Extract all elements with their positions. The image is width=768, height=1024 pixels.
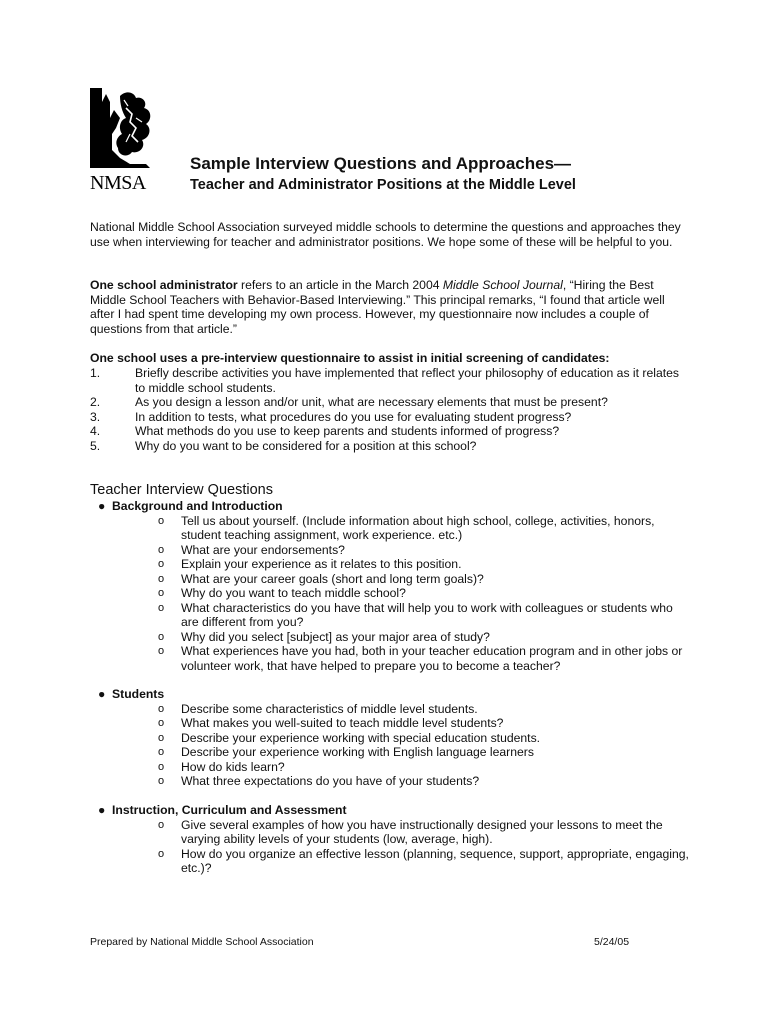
question-text: How do you organize an effective lesson (planning, sequence, support, appropriate, engaging, etc.)? bbox=[181, 846, 689, 875]
group-heading bbox=[90, 687, 690, 702]
question-text: Why did you select [subject] as your major area of study? bbox=[181, 629, 490, 644]
question-text: How do kids learn? bbox=[181, 759, 285, 774]
tree-icon bbox=[90, 88, 162, 172]
footer-date: 5/24/05 bbox=[594, 936, 630, 948]
admin-text-1: refers to an article in the March 2004 bbox=[237, 278, 443, 292]
circle-bullet-icon: o bbox=[158, 630, 165, 643]
question-text: Give several examples of how you have instructionally designed your lessons to meet the varying ability levels of your students (low, average, high). bbox=[181, 817, 663, 846]
list-item bbox=[90, 847, 690, 876]
question-list bbox=[90, 702, 690, 789]
question-text: Explain your experience as it relates to this position. bbox=[181, 557, 462, 571]
circle-bullet-icon: o bbox=[158, 572, 165, 585]
question-group-background bbox=[90, 499, 690, 673]
list-item bbox=[90, 716, 690, 731]
question-text: What are your career goals (short and long term goals)? bbox=[181, 571, 484, 586]
list-item bbox=[90, 366, 690, 395]
page-subtitle: Teacher and Administrator Positions at the Middle Level bbox=[190, 177, 576, 193]
admin-text-2: , “Hiring the Best Middle School Teachers with Behavior-Based Interviewing.” This principal remarks, “I found that article well after I had spent time developing my own process. However, my questionnaire now includes a couple of questions from that article.” bbox=[90, 278, 665, 336]
circle-bullet-icon: o bbox=[158, 847, 165, 860]
list-item bbox=[90, 601, 690, 630]
item-number: 3. bbox=[90, 409, 101, 424]
question-text: What three expectations do you have of your students? bbox=[181, 774, 480, 788]
question-list bbox=[90, 818, 690, 876]
bullet-icon: ● bbox=[98, 499, 106, 513]
item-text: As you design a lesson and/or unit, what are necessary elements that must be present? bbox=[135, 395, 608, 409]
page-title: Sample Interview Questions and Approaches— bbox=[190, 154, 572, 173]
list-item bbox=[90, 572, 690, 587]
group-title: Background and Introduction bbox=[112, 499, 283, 513]
question-text: What are your endorsements? bbox=[181, 542, 345, 557]
list-item bbox=[90, 410, 690, 425]
circle-bullet-icon: o bbox=[158, 558, 165, 570]
circle-bullet-icon: o bbox=[158, 746, 165, 758]
question-group-instruction bbox=[90, 803, 690, 876]
question-text: Describe your experience working with English language learners bbox=[181, 745, 534, 759]
question-list bbox=[90, 514, 690, 674]
circle-bullet-icon: o bbox=[158, 587, 165, 599]
questionnaire-heading: One school uses a pre-interview questionnaire to assist in initial screening of candidates: bbox=[90, 351, 610, 365]
item-number: 1. bbox=[90, 366, 101, 380]
item-text: What methods do you use to keep parents and students informed of progress? bbox=[135, 424, 560, 438]
list-item bbox=[90, 630, 690, 645]
questionnaire-list bbox=[90, 366, 690, 453]
group-title: Students bbox=[112, 687, 165, 701]
item-text: In addition to tests, what procedures do you use for evaluating student progress? bbox=[135, 409, 572, 424]
circle-bullet-icon: o bbox=[158, 543, 165, 556]
circle-bullet-icon: o bbox=[158, 760, 165, 773]
bullet-icon: ● bbox=[98, 687, 106, 701]
circle-bullet-icon: o bbox=[158, 775, 165, 787]
question-text: What makes you well-suited to teach middle level students? bbox=[181, 716, 504, 730]
group-heading bbox=[90, 803, 690, 818]
footer-credit: Prepared by National Middle School Association bbox=[90, 936, 314, 948]
item-text: Briefly describe activities you have implemented that reflect your philosophy of education as it relates to middle school students. bbox=[135, 366, 679, 395]
list-item bbox=[90, 439, 690, 454]
list-item bbox=[90, 424, 690, 439]
item-number: 4. bbox=[90, 424, 101, 438]
list-item bbox=[90, 395, 690, 410]
list-item bbox=[90, 818, 690, 847]
bullet-icon: ● bbox=[98, 803, 106, 817]
group-title: Instruction, Curriculum and Assessment bbox=[112, 803, 347, 817]
list-item bbox=[90, 586, 690, 601]
item-number: 2. bbox=[90, 395, 101, 409]
circle-bullet-icon: o bbox=[158, 601, 165, 614]
question-group-students bbox=[90, 687, 690, 789]
list-item bbox=[90, 514, 690, 543]
list-item bbox=[90, 702, 690, 717]
admin-lead: One school administrator bbox=[90, 278, 238, 292]
group-heading bbox=[90, 499, 690, 514]
circle-bullet-icon: o bbox=[158, 818, 165, 831]
circle-bullet-icon: o bbox=[158, 514, 165, 527]
question-text: Describe some characteristics of middle level students. bbox=[181, 701, 478, 716]
question-text: Describe your experience working with special education students. bbox=[181, 730, 541, 745]
list-item bbox=[90, 557, 690, 572]
list-item bbox=[90, 774, 690, 789]
list-item bbox=[90, 731, 690, 746]
circle-bullet-icon: o bbox=[158, 731, 165, 744]
list-item bbox=[90, 745, 690, 760]
intro-paragraph: National Middle School Association surveyed middle schools to determine the questions and approaches they use when interviewing for teacher and administrator positions. We hope some of these will be helpful to you. bbox=[90, 220, 681, 249]
item-text: Why do you want to be considered for a position at this school? bbox=[135, 438, 477, 453]
list-item bbox=[90, 644, 690, 673]
logo-text: NMSA bbox=[90, 172, 146, 194]
question-text: Why do you want to teach middle school? bbox=[181, 586, 406, 600]
item-number: 5. bbox=[90, 438, 101, 453]
question-text: What experiences have you had, both in your teacher education program and in other jobs or volunteer work, that have helped to prepare you to become a teacher? bbox=[181, 644, 683, 673]
circle-bullet-icon: o bbox=[158, 717, 165, 729]
circle-bullet-icon: o bbox=[158, 645, 165, 657]
list-item bbox=[90, 543, 690, 558]
question-text: What characteristics do you have that will help you to work with colleagues or students who are different from you? bbox=[181, 600, 673, 629]
admin-paragraph bbox=[90, 278, 690, 336]
journal-title: Middle School Journal bbox=[442, 278, 563, 292]
question-text: Tell us about yourself. (Include information about high school, college, activities, honors, student teaching assignment, work experience. etc.) bbox=[181, 513, 655, 542]
circle-bullet-icon: o bbox=[158, 702, 165, 715]
section-heading: Teacher Interview Questions bbox=[90, 482, 273, 498]
list-item bbox=[90, 760, 690, 775]
